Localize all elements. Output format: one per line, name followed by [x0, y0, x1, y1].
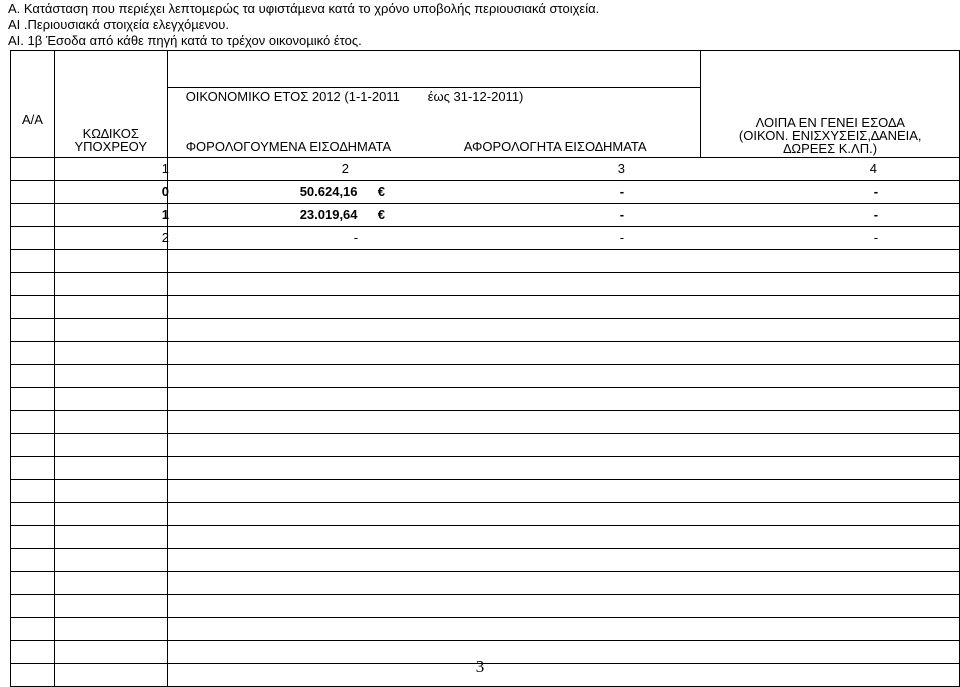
empty-row [11, 388, 960, 411]
table-row [11, 227, 960, 250]
aa-header-label: Α/Α [21, 111, 43, 127]
nontaxable-header: ΑΦΟΡΟΛΟΓΗΤΑ ΕΙΣΟ∆ΗΜΑΤΑ [463, 139, 647, 154]
fiscal-year-header [167, 51, 701, 158]
other-header-line3: ∆ΩΡΕΕΣ Κ.ΛΠ.) [783, 141, 878, 156]
row-taxable: - [353, 230, 359, 245]
empty-row [11, 480, 960, 503]
empty-row [11, 549, 960, 572]
subsection-heading: ΑΙ. 1β Έσοδα από κάθε πηγή κατά το τρέχον οικονοµικό έτος. [8, 33, 362, 48]
row-nontaxable: - [619, 230, 625, 245]
empty-row [11, 342, 960, 365]
empty-row [11, 319, 960, 342]
column-number-4: 4 [869, 161, 877, 176]
other-header [701, 51, 960, 158]
column-number-2: 2 [341, 161, 349, 176]
other-header-line2: (ΟΙΚΟΝ. ΕΝΙΣΧΥΣΕΙΣ,∆ΑΝΕΙΑ, [738, 128, 922, 143]
page-number: 3 [475, 657, 485, 676]
empty-row [11, 526, 960, 549]
table-row [11, 204, 960, 227]
row-other: - [873, 230, 879, 245]
empty-row [11, 618, 960, 641]
empty-row [11, 503, 960, 526]
column-number-3: 3 [617, 161, 625, 176]
column-number-1: 1 [161, 161, 169, 176]
row-nontaxable: - [619, 207, 625, 222]
income-table [10, 50, 960, 687]
row-code: 1 [161, 207, 169, 222]
fiscal-year-title: ΟΙΚΟΝΟΜΙΚΟ ΕΤΟΣ 2012 (1-1-2011 [185, 89, 400, 104]
empty-row [11, 365, 960, 388]
currency-symbol: € [377, 184, 385, 199]
empty-row [11, 457, 960, 480]
empty-row [11, 411, 960, 434]
fiscal-year-to: έως 31-12-2011) [427, 89, 524, 104]
empty-row [11, 273, 960, 296]
row-other: - [873, 207, 879, 222]
currency-symbol: € [377, 207, 385, 222]
aa-header [11, 51, 55, 158]
row-taxable: 23.019,64 [299, 207, 358, 222]
row-nontaxable: - [619, 184, 625, 199]
column-number-row [161, 158, 959, 181]
row-other: - [873, 184, 879, 199]
row-code: 0 [161, 184, 169, 199]
code-header-line1: ΚΩ∆ΙΚΟΣ [82, 126, 139, 141]
code-header-line2: ΥΠΟΧΡΕΟΥ [74, 139, 148, 154]
row-taxable: 50.624,16 [299, 184, 358, 199]
section-heading: ΑΙ .Περιουσιακά στοιχεία ελεγχόµενου. [8, 17, 229, 32]
row-code: 2 [161, 230, 169, 245]
empty-row [11, 572, 960, 595]
empty-row [11, 434, 960, 457]
other-header-line1: ΛΟΙΠΑ ΕΝ ΓΕΝΕΙ ΕΣΟ∆Α [755, 115, 905, 130]
empty-row [11, 595, 960, 618]
empty-row [11, 296, 960, 319]
empty-row [11, 250, 960, 273]
taxable-header: ΦΟΡΟΛΟΓΟΥΜΕΝΑ ΕΙΣΟ∆ΗΜΑΤΑ [185, 139, 392, 154]
code-header [54, 51, 167, 158]
table-row [11, 181, 960, 204]
document-heading: Α. Κατάσταση που περιέχει λεπτοµερώς τα υφιστάµενα κατά το χρόνο υποβολής περιουσιακά στοιχεία. [8, 1, 600, 16]
